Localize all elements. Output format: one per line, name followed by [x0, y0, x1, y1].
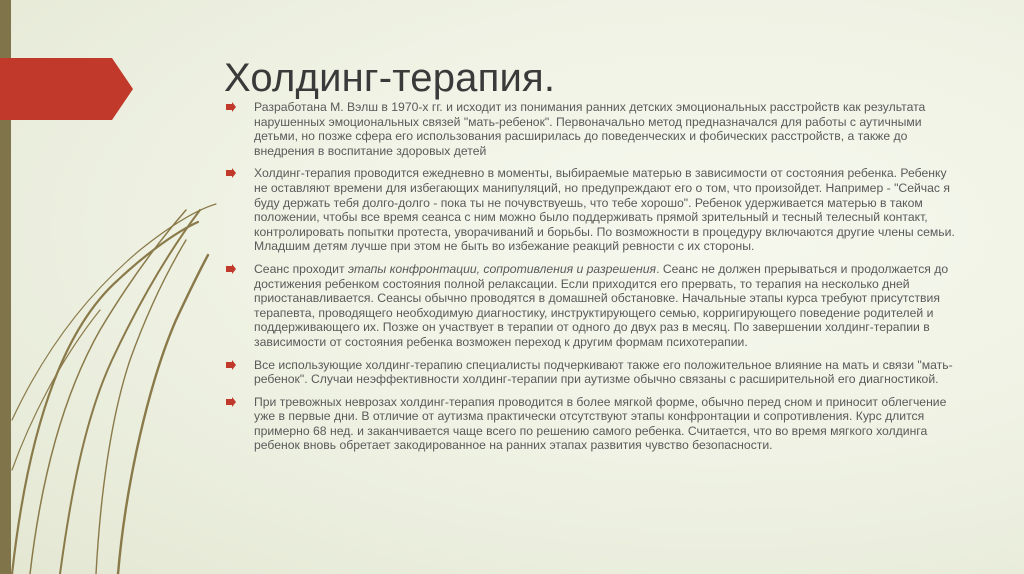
bullet-text: При тревожных неврозах холдинг-терапия проводится в более мягкой форме, обычно перед сном и приносит облегчение уже в первые дни. В отличие от аутизма практически отсутствуют этапы конфронтации и сопротивления. Курс длится примерно 68 нед. и заканчивается чаще всего по решению самого ребенка. Считается, что во время мягкого холдинга ребенок вновь обретает закодированное на ранних этапах развития чувство безопасности. — [254, 394, 947, 453]
arrow-bullet-icon — [226, 102, 236, 112]
slide-title: Холдинг-терапия. — [224, 56, 556, 100]
bullet-text-before: Сеанс проходит — [254, 261, 348, 276]
title-accent-arrow — [0, 58, 133, 120]
bullet-item — [226, 262, 962, 350]
bullet-text: Разработана М. Вэлш в 1970-х гг. и исходит из понимания ранних детских эмоциональных расстройств как результата нарушенных эмоциональных связей "мать-ребенок". Первоначально метод предназначался для работы с аутичными детьми, но позже сфера его использования расширилась до поведенческих и фобических расстройств, а также до внедрения в воспитание здоровых детей — [254, 100, 926, 158]
bullet-text-emphasis: этапы конфронтации, сопротивления и разрешения — [347, 261, 657, 276]
bullet-list — [226, 100, 962, 461]
bullet-item — [226, 166, 962, 254]
arrow-bullet-icon — [226, 360, 236, 370]
bullet-item — [226, 395, 962, 453]
curved-grass-lines — [12, 204, 216, 574]
arrow-bullet-icon — [226, 264, 236, 274]
left-vertical-stripe — [0, 0, 11, 574]
arrow-bullet-icon — [226, 397, 236, 407]
bullet-text-after: . Сеанс не должен прерываться и продолжается до достижения ребенком состояния полной релаксации. Если приходится его прервать, то терапия на несколько дней приостанавливается. Сеансы обычно проводятся в домашней обстановке. Начальные этапы курса требуют присутствия терапевта, проводящего необходимую диагностику, инструктирующего семью, корригирующего поведение родителей и поддерживающего их. Позже он участвует в терапии от одного до двух раз в месяц. По завершении холдинг-терапии в зависимости от состояния ребенка возможен переход к другим формам психотерапии. — [254, 261, 949, 349]
bullet-text: Холдинг-терапия проводится ежедневно в моменты, выбираемые матерью в зависимости от состояния ребенка. Ребенку не оставляют времени для избегающих манипуляций, но предупреждают его о том, что произойдет. Например - "Сейчас я буду держать тебя долго-долго - пока ты не почувствуешь, что тебе хорошо". Ребенок удерживается матерью в таком положении, чтобы все время сеанса с ним можно было поддерживать прямой зрительный и тесный телесный контакт, контролировать попытки протеста, уворачиваний и борьбы. По возможности в процедуру включаются другие члены семьи. Младшим детям лучше при этом не быть во избежание реакций ревности с их стороны. — [254, 166, 955, 254]
bullet-item — [226, 100, 962, 158]
arrow-bullet-icon — [226, 168, 236, 178]
bullet-text: Все использующие холдинг-терапию специалисты подчеркивают также его положительное влияние на мать и связи "мать-ребенок". Случаи неэффективности холдинг-терапии при аутизме обычно связаны с расширительной его диагностикой. — [254, 357, 953, 387]
bullet-item — [226, 358, 962, 387]
